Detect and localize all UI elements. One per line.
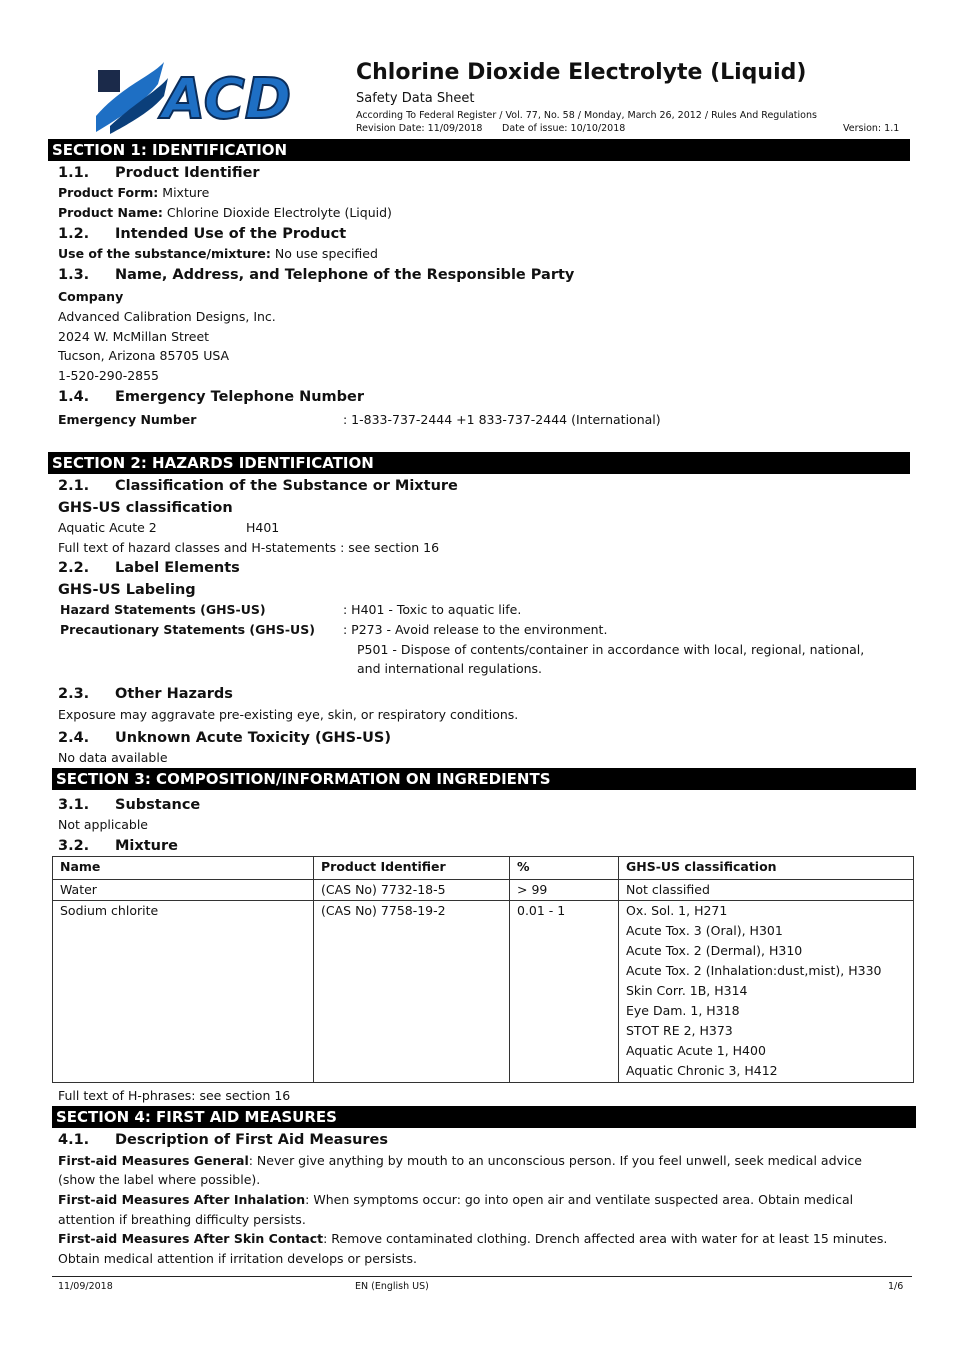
heading-number: 2.2.: [58, 560, 90, 576]
percentage: 0.01 - 1: [510, 901, 619, 1083]
heading-text: Other Hazards: [115, 686, 233, 702]
percentage: > 99: [510, 880, 619, 901]
column-header: Name: [53, 857, 314, 880]
heading-text: Name, Address, and Telephone of the Responsible Party: [115, 267, 575, 283]
heading-2-4: [58, 727, 391, 749]
heading-3-1: [58, 794, 200, 816]
field-value: : Never give anything by mouth to an unconscious person. If you feel unwell, seek medical advice: [248, 1153, 862, 1168]
heading-number: 3.2.: [58, 838, 90, 854]
classification-line: Acute Tox. 3 (Oral), H301: [626, 923, 783, 938]
field-label: Use of the substance/mixture:: [58, 246, 271, 261]
precautionary-statements-label: Precautionary Statements (GHS-US): [60, 622, 315, 637]
precautionary-statement-p501: P501 - Dispose of contents/container in accordance with local, regional, national,: [357, 642, 865, 657]
field-label: Product Name:: [58, 205, 163, 220]
other-hazards-text: Exposure may aggravate pre-existing eye, skin, or respiratory conditions.: [58, 707, 519, 722]
unknown-toxicity-text: No data available: [58, 750, 168, 765]
company-street: 2024 W. McMillan Street: [58, 329, 210, 344]
ghs-classification: Not classified: [619, 880, 914, 901]
heading-number: 1.3.: [58, 267, 90, 283]
ghs-classification: [619, 901, 914, 1083]
footer-language: EN (English US): [355, 1281, 429, 1292]
classification-line: Acute Tox. 2 (Inhalation:dust,mist), H330: [626, 963, 882, 978]
table-header-row: [53, 857, 914, 880]
first-aid-inhalation-cont: attention if breathing difficulty persists.: [58, 1212, 306, 1227]
logo-text: ACD: [162, 67, 292, 132]
revision-date: Revision Date: 11/09/2018: [356, 123, 483, 134]
heading-number: 2.1.: [58, 478, 90, 494]
issue-date: Date of issue: 10/10/2018: [502, 123, 626, 134]
section-2-header: SECTION 2: HAZARDS IDENTIFICATION: [48, 452, 910, 474]
use-of-substance: [58, 244, 378, 264]
company-city: Tucson, Arizona 85705 USA: [58, 348, 230, 363]
classification-line: Skin Corr. 1B, H314: [626, 983, 748, 998]
classification-line: Aquatic Chronic 3, H412: [626, 1063, 778, 1078]
heading-1-4: [58, 386, 364, 408]
emergency-label: Emergency Number: [58, 412, 197, 427]
heading-text: Description of First Aid Measures: [115, 1132, 389, 1148]
h-phrases-note: Full text of H-phrases: see section 16: [58, 1088, 291, 1103]
table-row: [53, 901, 914, 1083]
heading-text: Label Elements: [115, 560, 240, 576]
product-name: [58, 203, 392, 223]
first-aid-general: [58, 1151, 862, 1171]
heading-number: 1.2.: [58, 226, 90, 242]
precautionary-statement-p501-cont: and international regulations.: [357, 661, 543, 676]
heading-number: 3.1.: [58, 797, 90, 813]
first-aid-skin-cont: Obtain medical attention if irritation develops or persists.: [58, 1251, 417, 1266]
precautionary-statement-p273: : P273 - Avoid release to the environment.: [343, 622, 608, 637]
field-label: First-aid Measures After Skin Contact: [58, 1231, 324, 1246]
heading-number: 4.1.: [58, 1132, 90, 1148]
heading-3-2: [58, 835, 178, 857]
first-aid-inhalation: [58, 1190, 853, 1210]
classification-line: Ox. Sol. 1, H271: [626, 903, 728, 918]
first-aid-general-cont: (show the label where possible).: [58, 1172, 261, 1187]
heading-number: 1.1.: [58, 165, 90, 181]
heading-number: 2.3.: [58, 686, 90, 702]
field-value: Chlorine Dioxide Electrolyte (Liquid): [162, 205, 392, 220]
emergency-number: : 1-833-737-2444 +1 833-737-2444 (International): [343, 412, 661, 427]
ghs-classification-heading: GHS-US classification: [58, 500, 233, 516]
heading-text: Substance: [115, 797, 201, 813]
ingredient-name: Sodium chlorite: [53, 901, 314, 1083]
heading-1-3: [58, 264, 574, 286]
product-identifier: (CAS No) 7758-19-2: [314, 901, 510, 1083]
version: Version: 1.1: [843, 123, 900, 134]
section-4-header: SECTION 4: FIRST AID MEASURES: [52, 1106, 916, 1128]
heading-text: Intended Use of the Product: [115, 226, 347, 242]
heading-text: Unknown Acute Toxicity (GHS-US): [115, 730, 391, 746]
footer-divider: [52, 1276, 912, 1277]
company-name: Advanced Calibration Designs, Inc.: [58, 309, 276, 324]
heading-number: 2.4.: [58, 730, 90, 746]
hazard-statements-label: Hazard Statements (GHS-US): [60, 602, 266, 617]
class-code: H401: [246, 520, 280, 535]
field-value: No use specified: [270, 246, 378, 261]
heading-2-1: [58, 475, 458, 497]
company-logo: [92, 56, 317, 136]
column-header: %: [510, 857, 619, 880]
company-label: Company: [58, 289, 124, 304]
section-3-header: SECTION 3: COMPOSITION/INFORMATION ON INGREDIENTS: [52, 768, 916, 790]
footer-date: 11/09/2018: [58, 1281, 113, 1292]
heading-2-2: [58, 557, 240, 579]
product-identifier: (CAS No) 7732-18-5: [314, 880, 510, 901]
classification-line: STOT RE 2, H373: [626, 1023, 733, 1038]
heading-4-1: [58, 1129, 388, 1151]
field-value: Mixture: [158, 185, 210, 200]
product-form: [58, 183, 209, 203]
substance-text: Not applicable: [58, 817, 148, 832]
table-row: [53, 880, 914, 901]
document-subtitle: Safety Data Sheet: [356, 91, 475, 106]
heading-number: 1.4.: [58, 389, 90, 405]
heading-text: Classification of the Substance or Mixture: [115, 478, 458, 494]
document-title: Chlorine Dioxide Electrolyte (Liquid): [356, 60, 807, 85]
hazard-fulltext-note: Full text of hazard classes and H-statements : see section 16: [58, 540, 440, 555]
classification-line: Aquatic Acute 1, H400: [626, 1043, 766, 1058]
section-1-header: SECTION 1: IDENTIFICATION: [48, 139, 910, 161]
classification-line: Acute Tox. 2 (Dermal), H310: [626, 943, 803, 958]
ghs-labeling-heading: GHS-US Labeling: [58, 582, 196, 598]
field-value: : When symptoms occur: go into open air and ventilate suspected area. Obtain medical: [305, 1192, 854, 1207]
mixture-table: [52, 856, 914, 1083]
column-header: Product Identifier: [314, 857, 510, 880]
field-label: First-aid Measures After Inhalation: [58, 1192, 306, 1207]
heading-text: Emergency Telephone Number: [115, 389, 365, 405]
regulation-reference: According To Federal Register / Vol. 77, No. 58 / Monday, March 26, 2012 / Rules And Regulations: [356, 110, 817, 121]
company-phone: 1-520-290-2855: [58, 368, 160, 383]
heading-text: Mixture: [115, 838, 178, 854]
ingredient-name: Water: [53, 880, 314, 901]
footer-page-number: 1/6: [888, 1281, 904, 1292]
classification-line: Eye Dam. 1, H318: [626, 1003, 740, 1018]
heading-2-3: [58, 683, 233, 705]
field-label: Product Form:: [58, 185, 159, 200]
heading-text: Product Identifier: [115, 165, 260, 181]
field-label: First-aid Measures General: [58, 1153, 249, 1168]
column-header: GHS-US classification: [619, 857, 914, 880]
class-name: Aquatic Acute 2: [58, 520, 157, 535]
field-value: : Remove contaminated clothing. Drench affected area with water for at least 15 minutes.: [323, 1231, 888, 1246]
hazard-statements-value: : H401 - Toxic to aquatic life.: [343, 602, 522, 617]
first-aid-skin: [58, 1229, 887, 1249]
heading-1-2: [58, 223, 346, 245]
heading-1-1: [58, 162, 260, 184]
